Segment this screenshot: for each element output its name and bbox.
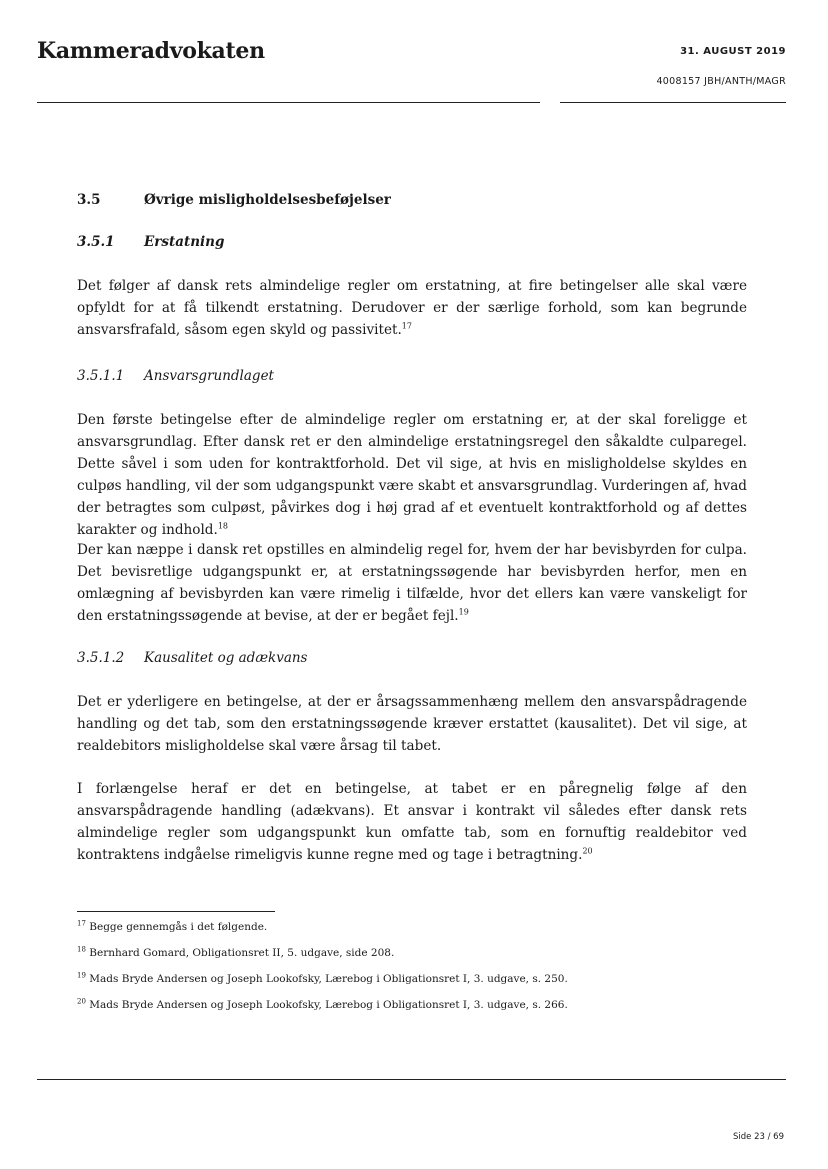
footnote-ref-20: 20 [582,846,593,856]
section-title: Øvrige misligholdelsesbeføjelser [144,192,391,208]
subsection-number: 3.5.1 [77,234,115,250]
footnote-17: $^{17}$ Begge gennemgås i det følgende. [77,919,268,933]
paragraph-bevisbyrde: Der kan næppe i dansk ret opstilles en almindelig regel for, hvem der har bevisbyrden for culpa. Det bevisretlige udgangspunkt er, at erstatningssøgende har bevisbyrden herfor, men en omlægning af bevisbyrden kan være rimelig i tilfælde, hvor det ellers kan være vanskeligt for den erstatningssøgende at bevise, at der er begået fejl.$^{19}$ [77,542,747,624]
subsubsection-number: 3.5.1.1 [77,368,125,384]
document-date: 31. AUGUST 2019 [680,46,786,57]
section-number: 3.5 [77,192,101,208]
footnote-ref-17: 17 [401,321,412,331]
header-rule-left [37,102,540,103]
subsubsection-title: Kausalitet og adækvans [144,650,308,666]
footnote-separator [77,911,275,912]
subsection-title: Erstatning [144,234,225,250]
header-rule-right [560,102,786,103]
page-number: Side 23 / 69 [733,1132,784,1142]
paragraph-intro: Det følger af dansk rets almindelige regler om erstatning, at fire betingelser alle skal være opfyldt for at få tilkendt erstatning. Derudover er der særlige forhold, som kan begrunde ansvarsfrafald, såsom egen skyld og passivitet.$^{17}$ [77,278,747,338]
footnote-18: $^{18}$ Bernhard Gomard, Obligationsret II, 5. udgave, side 208. [77,945,395,959]
footer-rule [37,1079,786,1080]
footnote-ref-19: 19 [458,607,469,617]
footnote-ref-18: 18 [217,521,229,531]
footnote-19: $^{19}$ Mads Bryde Andersen og Joseph Lookofsky, Lærebog i Obligationsret I, 3. udgave, s. 250. [77,971,568,985]
footnote-20: $^{20}$ Mads Bryde Andersen og Joseph Lookofsky, Lærebog i Obligationsret I, 3. udgave, s. 266. [77,997,568,1011]
firm-logo: Kammeradvokaten [37,38,265,64]
subsubsection-number: 3.5.1.2 [77,650,125,666]
document-reference: 4008157 JBH/ANTH/MAGR [656,76,786,87]
paragraph-ansvarsgrundlag: Den første betingelse efter de almindelige regler om erstatning er, at der skal foreligge et ansvarsgrundlag. Efter dansk ret er den almindelige erstatningsregel den såkaldte culparegel. Dette såvel i som uden for kontraktforhold. Det vil sige, at hvis en misligholdelse skyldes en culpøs handling, vil der som udgangspunkt være skabt et ansvarsgrundlag. Vurderingen af, hvad der betragtes som culpøst, påvirkes dog i høj grad af et eventuelt kontraktforhold og af dettes karakter og indhold.$^{18}$ [77,412,747,538]
paragraph-kausalitet: Det er yderligere en betingelse, at der er årsagssammenhæng mellem den ansvarspådragende handling og det tab, som den erstatningssøgende kræver erstattet (kausalitet). Det vil sige, at realdebitors misligholdelse skal være årsag til tabet. [77,694,747,754]
subsubsection-title: Ansvarsgrundlaget [144,368,274,384]
paragraph-adaekvans: I forlængelse heraf er det en betingelse, at tabet er en påregnelig følge af den ansvarspådragende handling (adækvans). Et ansvar i kontrakt vil således efter dansk rets almindelige regler som udgangspunkt kun omfatte tab, som en fornuftig realdebitor ved kontraktens indgåelse rimeligvis kunne regne med og tage i betragtning.$^{20}$ [77,781,747,863]
